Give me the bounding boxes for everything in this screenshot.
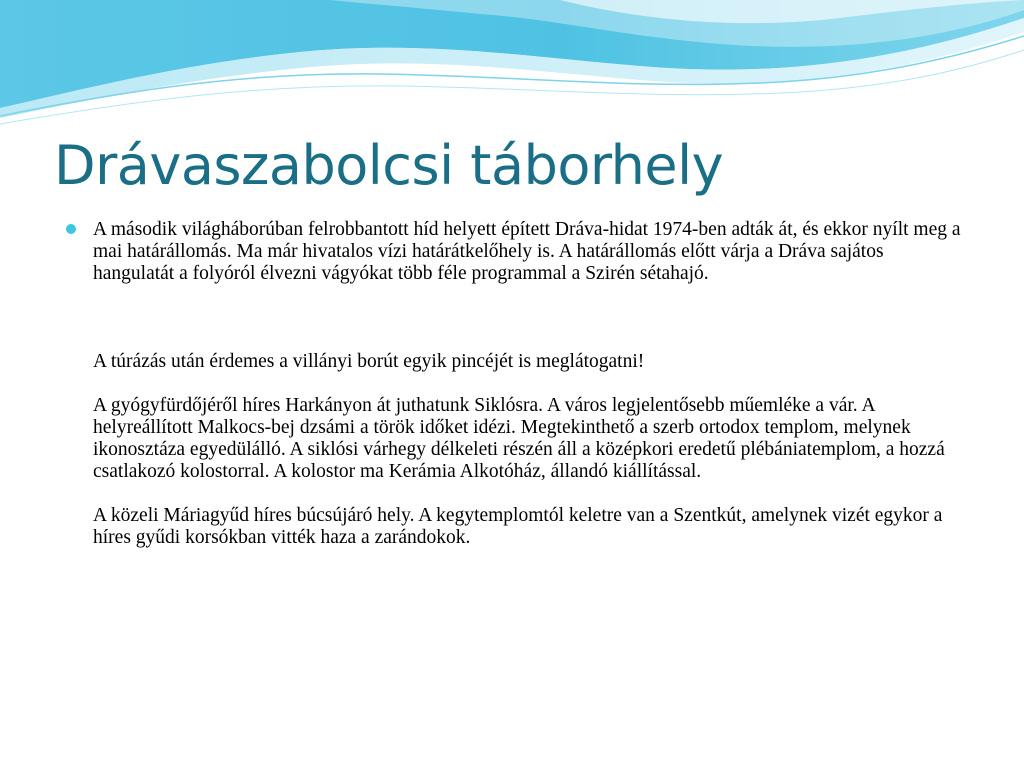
- paragraph-villany-wine: A túrázás után érdemes a villányi borút egyik pincéjét is meglátogatni!: [93, 351, 645, 372]
- bullet-item: [66, 219, 961, 549]
- decorative-wave-header: [0, 0, 1024, 130]
- slide-title: Drávaszabolcsi táborhely: [54, 134, 724, 197]
- paragraph-mariagyud: A közeli Máriagyűd híres búcsújáró hely. A kegytemplomtól keletre van a Szentkút, amelynek vizét egykor a híres gyűdi korsókban vitték haza a zarándokok.: [93, 505, 943, 548]
- paragraph-siklos: A gyógyfürdőjéről híres Harkányon át juthatunk Siklósra. A város legjelentősebb műemléke a vár. A helyreállított Malkocs-bej dzsámi a török időket idézi. Megtekinthető a szerb ortodox templom, melynek ikonosztáza egyedülálló. A siklósi várhegy délkeleti részén áll a középkori eredetű plébániatemplom, a hozzá csatlakozó kolostorral. A kolostor ma Kerámia Alkotóház, állandó kiállítással.: [93, 395, 945, 482]
- bullet-icon: [66, 224, 76, 234]
- slide-body: [66, 219, 961, 549]
- paragraph-drava-bridge: A második világháborúban felrobbantott híd helyett épített Dráva-hidat 1974-ben adták át, és ekkor nyílt meg a mai határállomás. Ma már hivatalos vízi határátkelőhely is. A határállomás előtt várja a Dráva sajátos hangulatát a folyóról élvezni vágyókat több féle programmal a Szirén sétahajó.: [93, 219, 961, 284]
